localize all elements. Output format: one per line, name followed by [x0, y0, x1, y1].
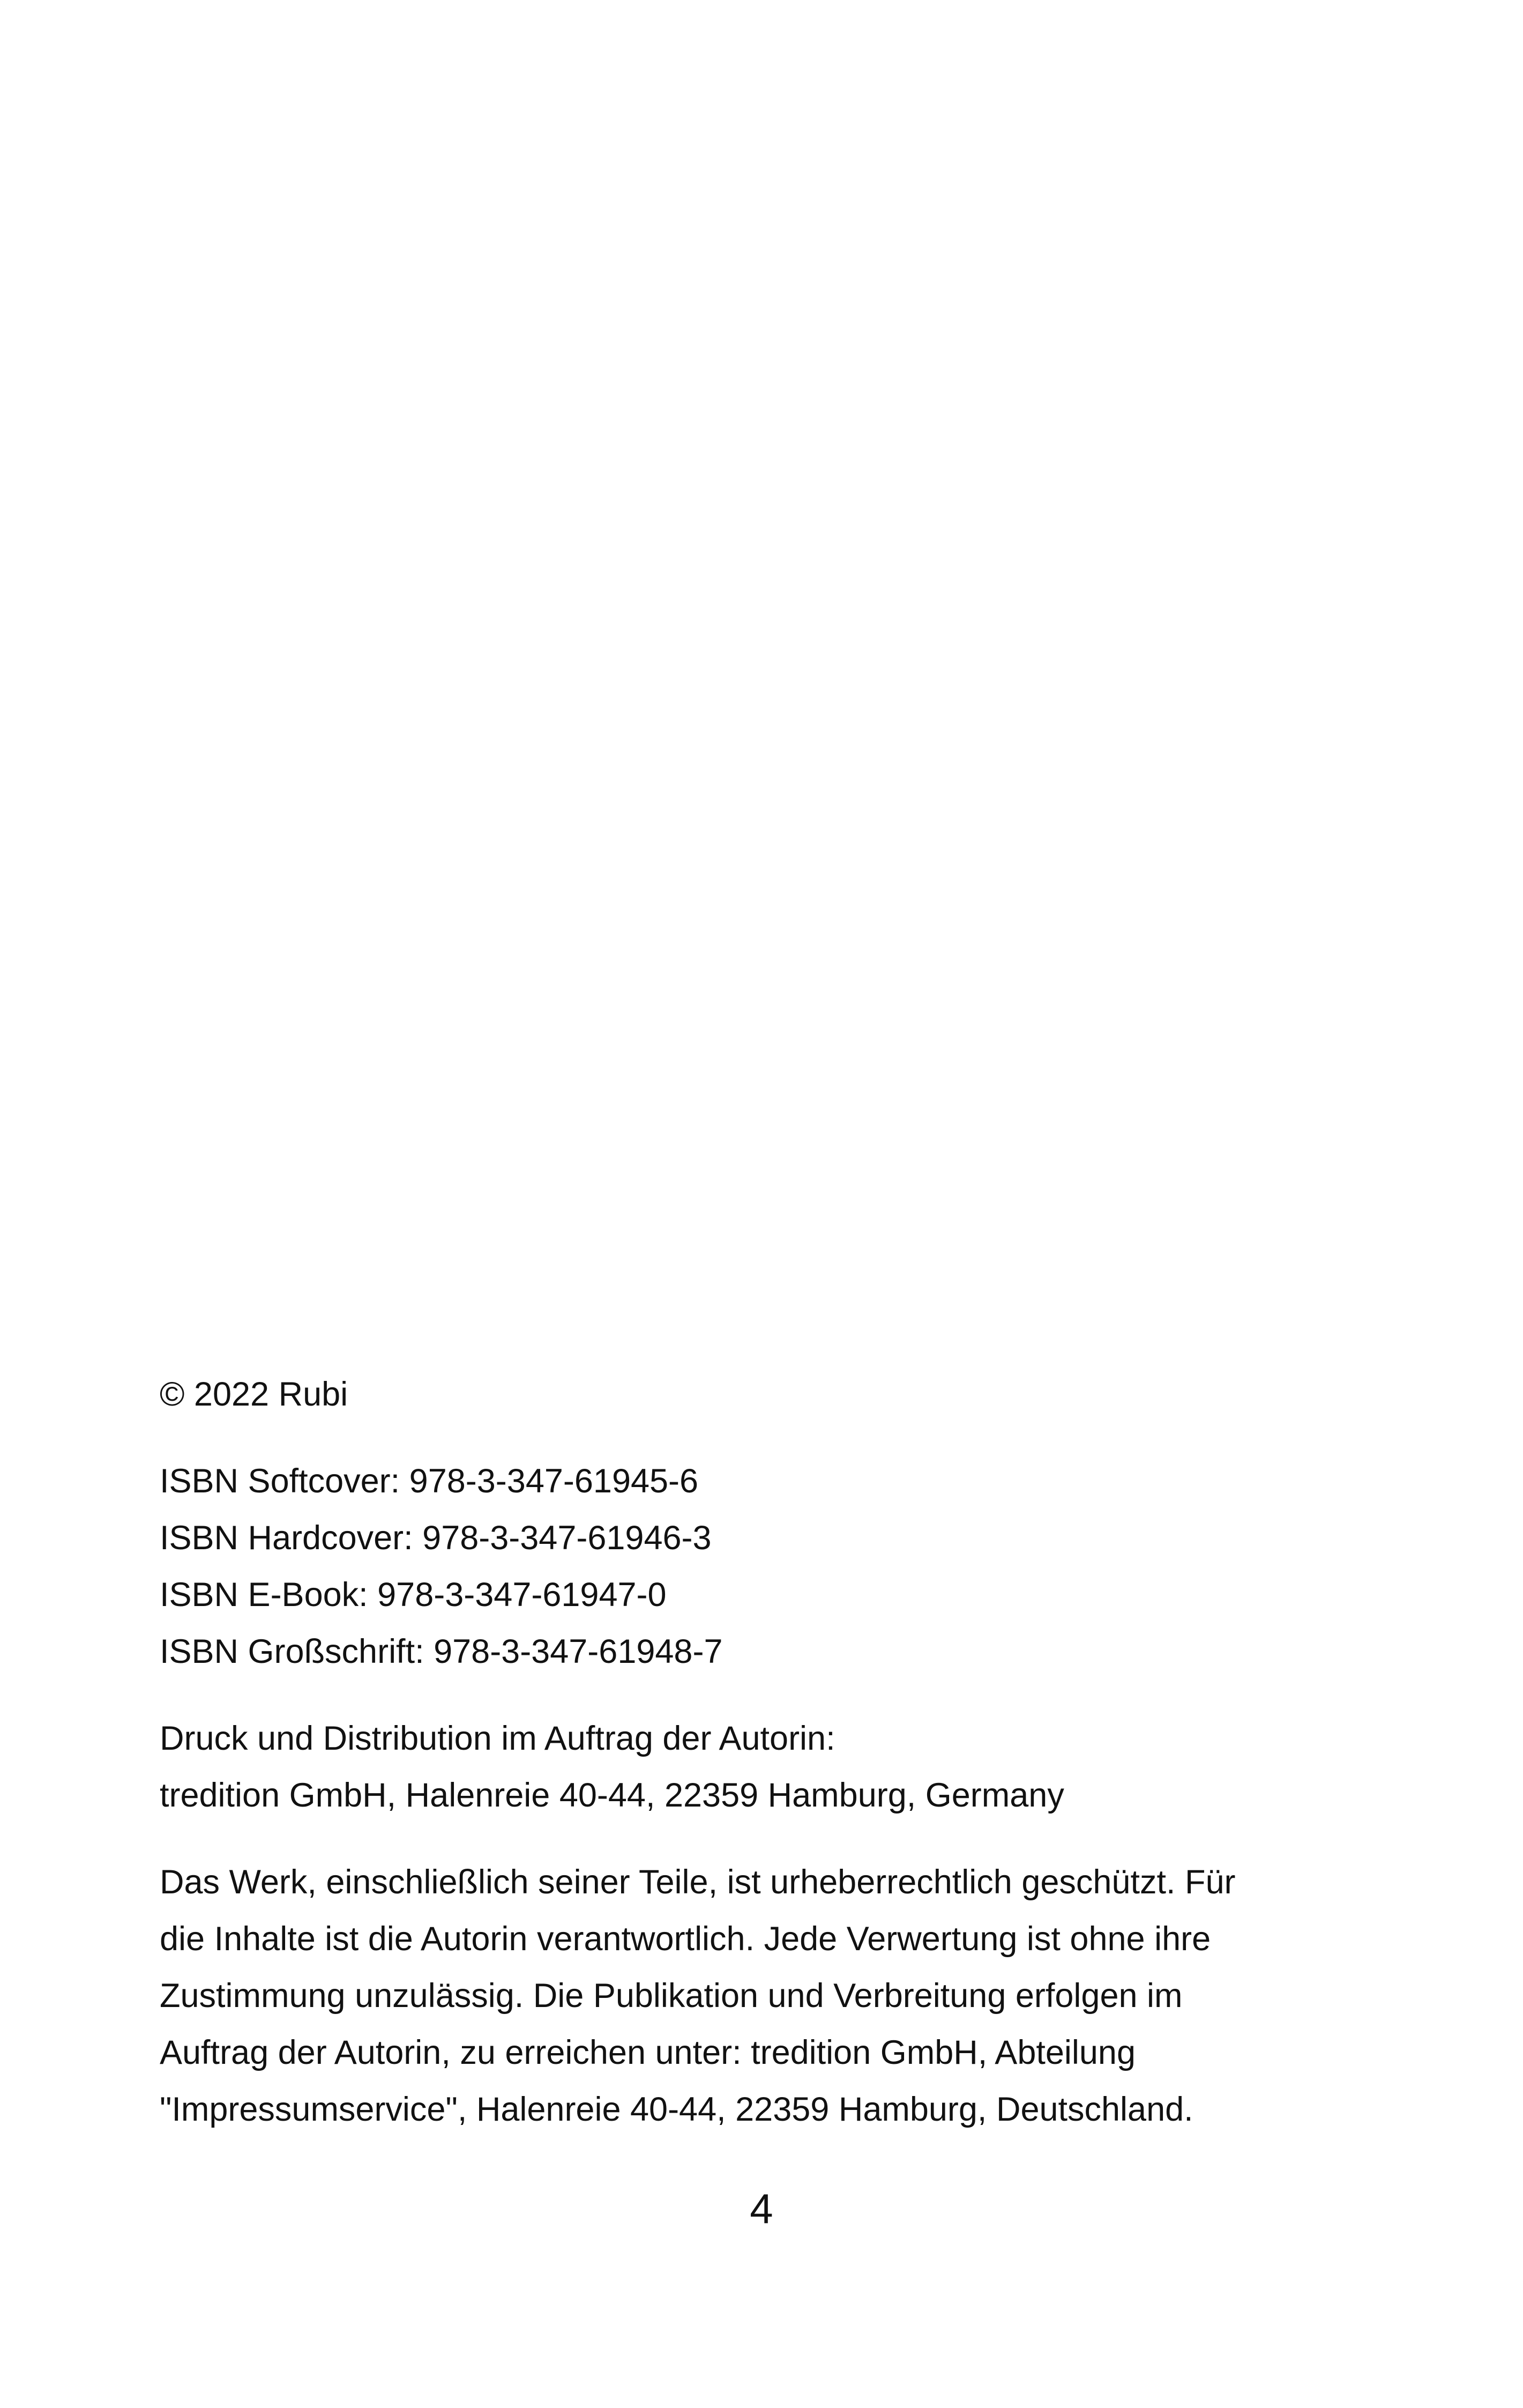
- copyright-line: © 2022 Rubi: [160, 1376, 348, 1413]
- isbn-ebook: ISBN E-Book: 978-3-347-61947-0: [160, 1576, 667, 1614]
- isbn-block: [160, 1453, 1382, 1680]
- rights-block: [160, 1854, 1382, 2138]
- copyright-block: [160, 1366, 1382, 1423]
- isbn-hardcover: ISBN Hardcover: 978-3-347-61946-3: [160, 1519, 712, 1557]
- rights-line: Das Werk, einschließlich seiner Teile, ist urheberrechtlich geschützt. Für: [160, 1863, 1236, 1901]
- imprint-section: [160, 1366, 1382, 2168]
- rights-line: die Inhalte ist die Autorin verantwortlich. Jede Verwertung ist ohne ihre: [160, 1920, 1211, 1958]
- rights-line: Auftrag der Autorin, zu erreichen unter: tredition GmbH, Abteilung: [160, 2034, 1136, 2071]
- publisher-address-line: tredition GmbH, Halenreie 40-44, 22359 Hamburg, Germany: [160, 1777, 1064, 1814]
- isbn-softcover: ISBN Softcover: 978-3-347-61945-6: [160, 1462, 699, 1500]
- rights-line: "Impressumservice", Halenreie 40-44, 22359 Hamburg, Deutschland.: [160, 2091, 1193, 2128]
- page-number: 4: [750, 2185, 773, 2232]
- distribution-block: [160, 1710, 1382, 1824]
- distribution-line: Druck und Distribution im Auftrag der Autorin:: [160, 1720, 835, 1757]
- rights-line: Zustimmung unzulässig. Die Publikation und Verbreitung erfolgen im: [160, 1977, 1183, 2015]
- isbn-large-print: ISBN Großschrift: 978-3-347-61948-7: [160, 1633, 723, 1670]
